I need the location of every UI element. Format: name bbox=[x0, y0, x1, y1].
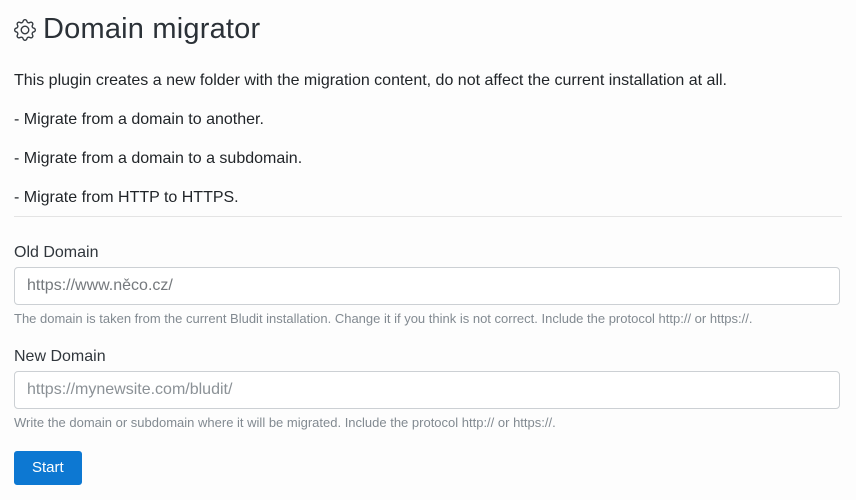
new-domain-group bbox=[14, 345, 842, 431]
feature-item-2: - Migrate from a domain to a subdomain. bbox=[14, 150, 303, 167]
start-button[interactable]: Start bbox=[14, 451, 82, 485]
old-domain-label: Old Domain bbox=[14, 244, 99, 261]
old-domain-help: The domain is taken from the current Bludit installation. Change it if you think is not correct. Include the protocol http:// or https://. bbox=[14, 311, 753, 326]
divider bbox=[14, 216, 842, 217]
feature-item-1: - Migrate from a domain to another. bbox=[14, 111, 264, 128]
old-domain-group bbox=[14, 241, 842, 327]
new-domain-help: Write the domain or subdomain where it will be migrated. Include the protocol http:// or https://. bbox=[14, 415, 556, 430]
old-domain-input[interactable] bbox=[14, 267, 840, 305]
new-domain-label: New Domain bbox=[14, 348, 106, 365]
page-title-text: Domain migrator bbox=[43, 13, 261, 45]
gear-icon bbox=[14, 19, 36, 41]
feature-item-3: - Migrate from HTTP to HTTPS. bbox=[14, 189, 239, 206]
new-domain-input[interactable] bbox=[14, 371, 840, 409]
page-title bbox=[14, 12, 842, 47]
plugin-description: This plugin creates a new folder with the migration content, do not affect the current installation at all. bbox=[14, 72, 727, 89]
